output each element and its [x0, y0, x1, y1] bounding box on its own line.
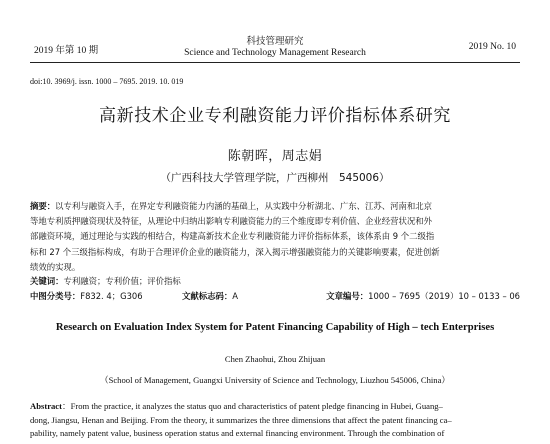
title-cn: 高新技术企业专利融资能力评价指标体系研究: [99, 106, 451, 126]
abstract-cn-line: 部融资环境，通过理论与实践的相结合，构建高新技术企业专利融资能力评价指标体系，该体系由 9 个二级指: [30, 231, 435, 242]
abstract-cn-line: 标和 27 个三级指标构成，有助于合理评价企业的融资能力，深入揭示增强融资能力的关键影响要素，促进创新: [30, 246, 440, 257]
keywords-cn-text: 专利融资；专利价值；评价指标: [63, 276, 181, 286]
header-divider: [30, 62, 520, 63]
abstract-en-line: ：From the practice, it analyzes the status quo and characteristics of patent pledge financing in Hubei, Guang–: [61, 401, 443, 411]
article-id: [326, 290, 520, 302]
header-journal-cn: 科技管理研究: [246, 37, 304, 47]
doi: doi:10. 3969/j. issn. 1000 – 7695. 2019. 10. 019: [30, 77, 184, 86]
keywords-cn: [30, 275, 181, 287]
document-code-label: 文献标志码：: [182, 291, 233, 301]
document-code-value: A: [232, 291, 238, 301]
clc-value: F832. 4；G306: [80, 291, 143, 301]
abstract-cn-line: 等地专利质押融资现状及特征，从理论中归纳出影响专利融资能力的三个维度即专利价值、企业经营状况和外: [30, 216, 432, 227]
article-id-value: 1000 – 7695（2019）10 – 0133 – 06: [368, 291, 520, 301]
header-journal: [0, 37, 550, 59]
abstract-cn-label: 摘要：: [30, 201, 56, 211]
abstract-cn-line: 绩效的实现。: [30, 261, 81, 272]
header-issue-en: 2019 No. 10: [468, 42, 516, 52]
abstract-en-line: pability, namely patent value, business operation status and external financing environment. Through the combination of: [30, 428, 445, 438]
authors-en: Chen Zhaohui, Zhou Zhijuan: [224, 354, 326, 364]
document-code: [182, 290, 238, 302]
affiliation-cn: （广西科技大学管理学院，广西柳州 545006）: [160, 172, 390, 184]
authors-cn: 陈朝晖，周志娟: [227, 149, 323, 164]
clc-number: [30, 290, 143, 302]
header-journal-en: Science and Technology Management Research: [184, 48, 366, 58]
title-en: Research on Evaluation Index System for Patent Financing Capability of High – tech Enterprises: [55, 322, 495, 333]
affiliation-en: （School of Management, Guangxi University of Science and Technology, Liuzhou 545006, China）: [99, 375, 450, 385]
header-issue-cn: 2019 年第 10 期: [34, 46, 99, 56]
abstract-en-line: dong, Jiangsu, Henan and Beijing. From the theory, it summarizes the three dimensions that affect the patent financing ca–: [30, 414, 452, 425]
article-id-label: 文章编号：: [326, 291, 369, 301]
abstract-en: [30, 400, 520, 441]
abstract-cn-line: 以专利与融资入手，在界定专利融资能力内涵的基础上，从实践中分析湖北、广东、江苏、河南和北京: [55, 201, 432, 211]
abstract-cn: [30, 199, 520, 275]
keywords-cn-label: 关键词：: [30, 276, 64, 286]
clc-label: 中图分类号：: [30, 291, 81, 301]
abstract-en-label: Abstract: [30, 401, 62, 411]
